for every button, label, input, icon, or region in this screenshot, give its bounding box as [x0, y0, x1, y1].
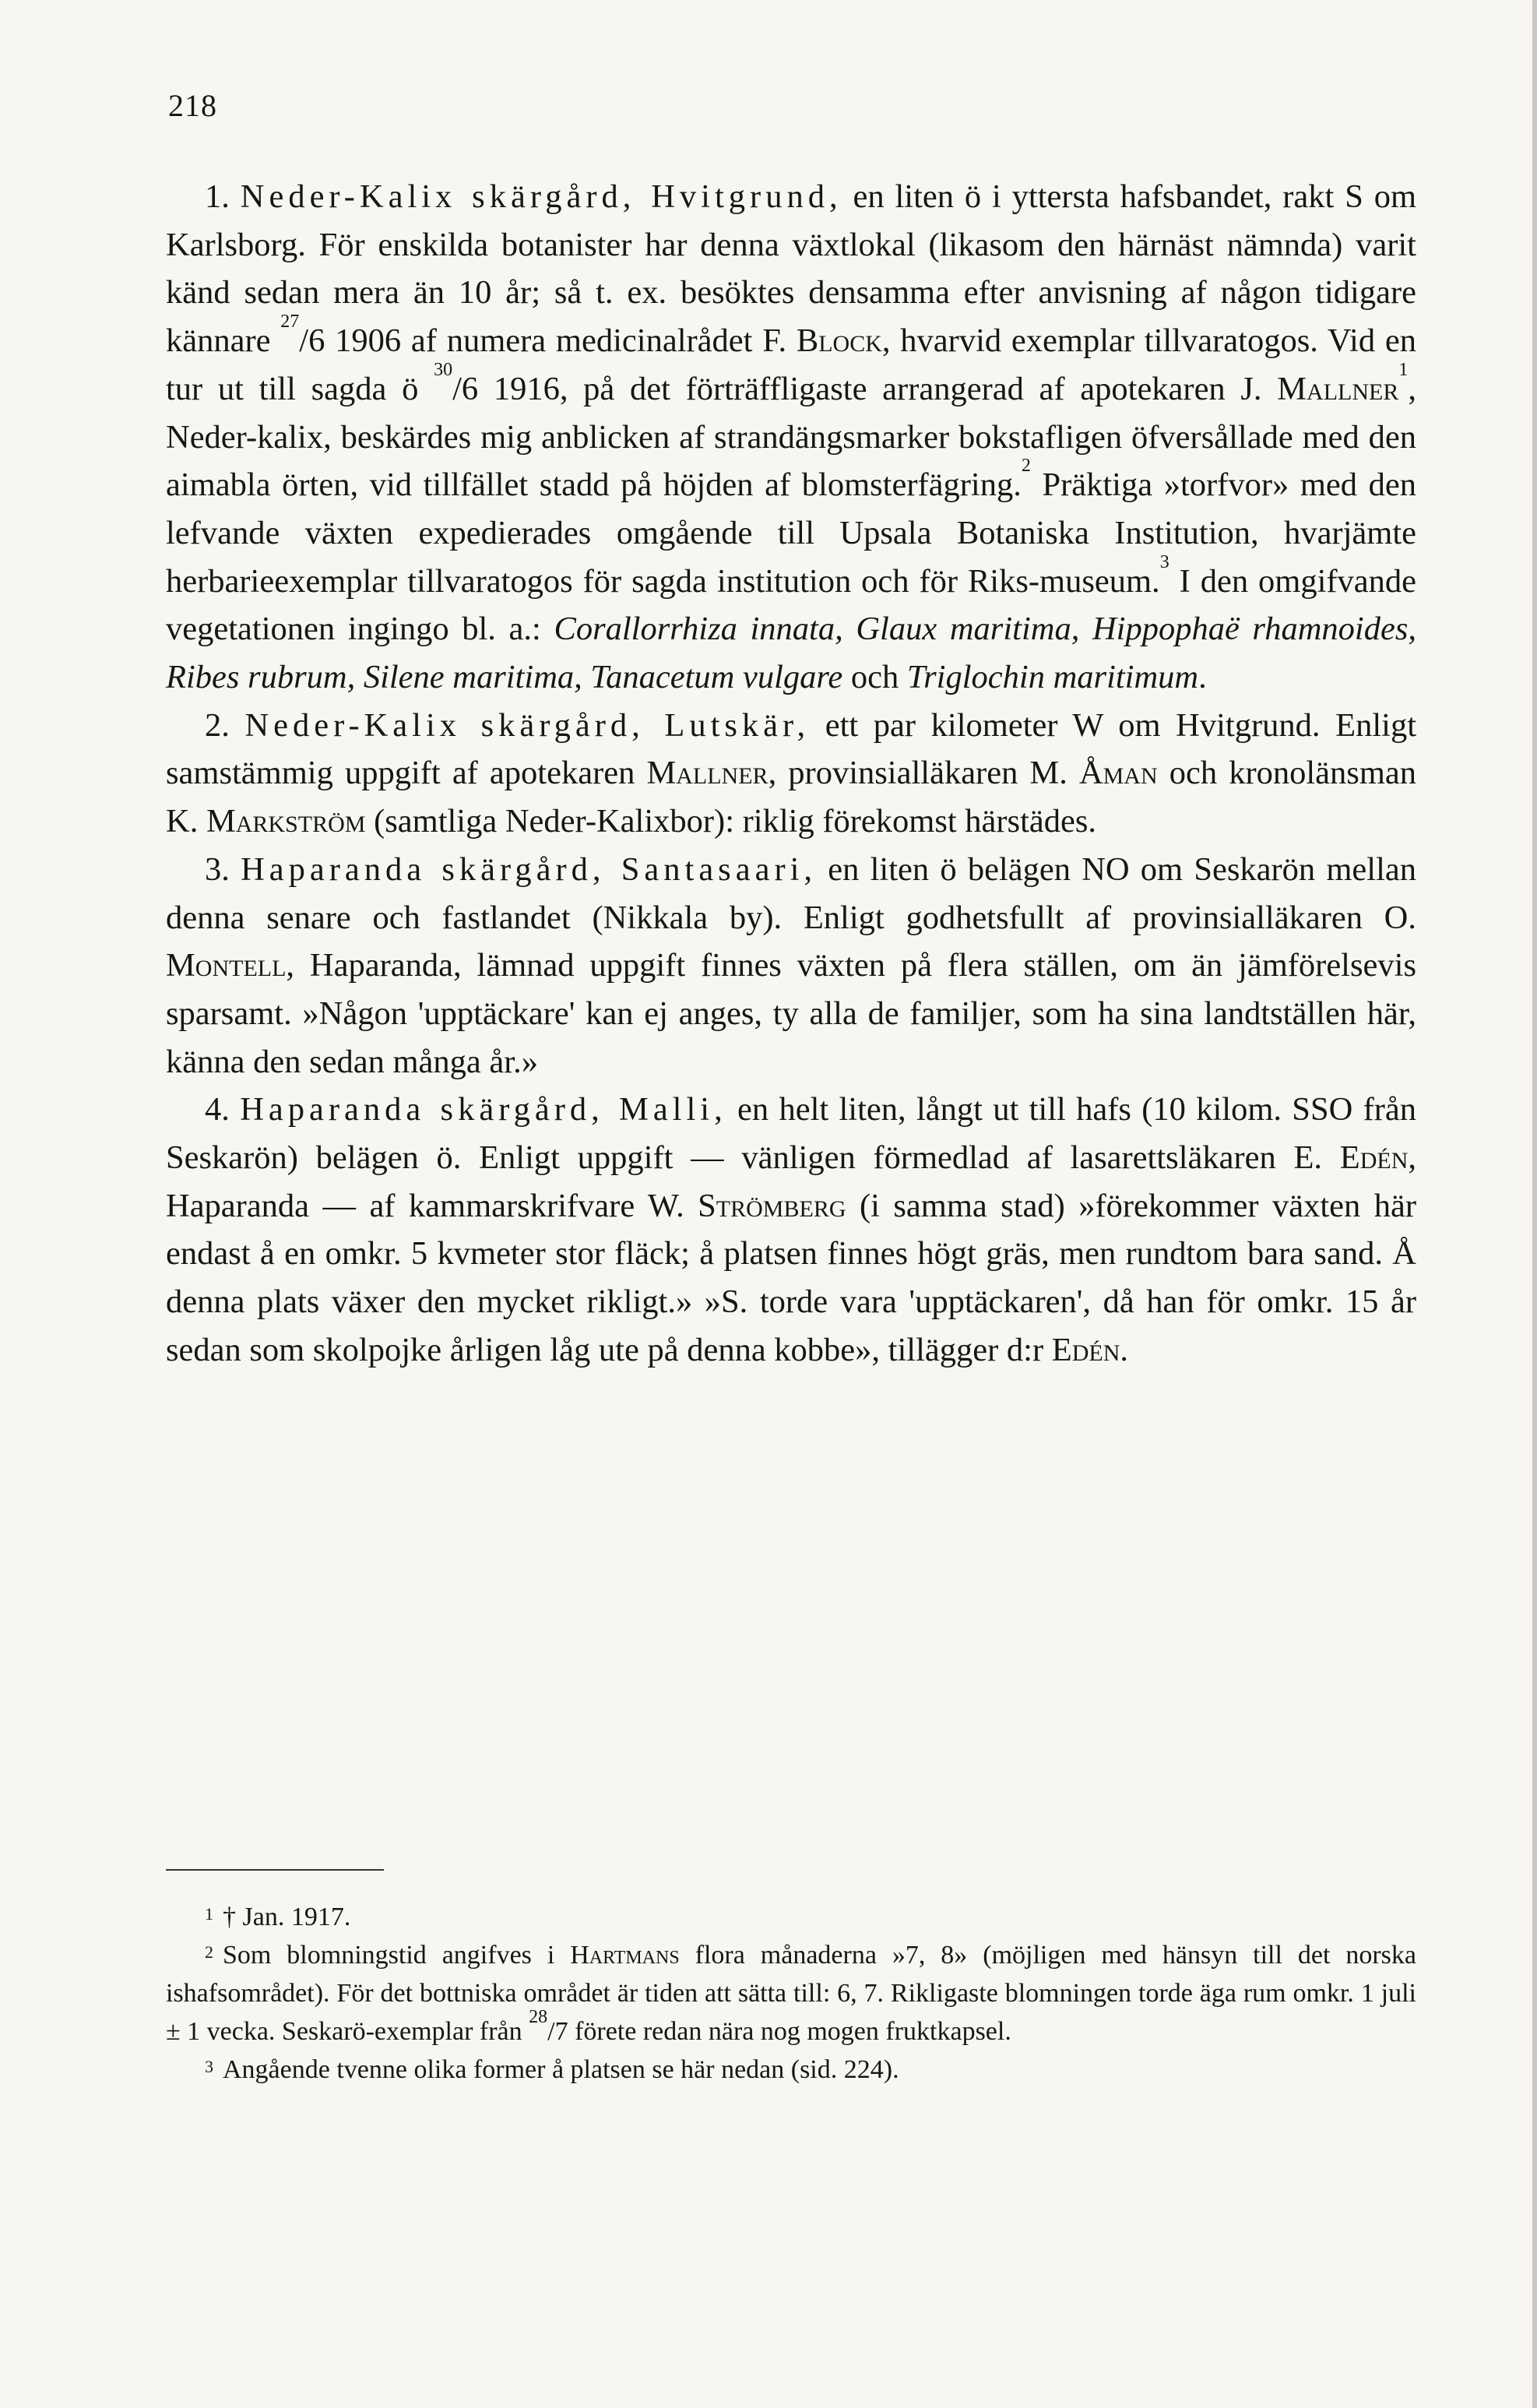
text: , Haparanda — af kammarskrifvare W.	[166, 1139, 1416, 1224]
date-month: /6	[452, 370, 479, 407]
text: och kronolänsman K.	[166, 755, 1416, 840]
page-number: 218	[168, 88, 217, 123]
text: (i samma stad) »förekommer växten här endast å en omkr. 5 kvmeter stor fläck; å platsen finnes högt gräs, men rundtom bara sand. Å denna plats växer den mycket rikligt.» »S. torde vara 'upptäckaren', då han för omkr. 15 år sedan som skolpojke årligen låg ute på denna kobbe», tillägger d:r	[166, 1187, 1417, 1368]
footnote-marker: 2	[205, 1942, 213, 1962]
locality-heading: Haparanda skärgård, Malli,	[240, 1091, 727, 1128]
text: en liten ö belägen NO om Seskarön mellan denna senare och fastlandet (Nikkala by). Enligt godhetsfullt af provinsialläkaren O.	[166, 850, 1416, 936]
footnote-ref: 3	[1159, 551, 1169, 572]
person-name: Mallner	[1277, 370, 1399, 407]
footnote-3	[166, 2051, 1416, 2089]
text: I den omgifvande vegetationen ingingo bl. a.:	[166, 562, 1417, 648]
person-name: Hartmans	[570, 1941, 680, 1970]
text: , provinsialläkaren M.	[768, 755, 1079, 792]
text: 1906 af numera medicinalrådet F.	[325, 322, 797, 360]
paragraph-1	[166, 173, 1416, 702]
text: .	[1120, 1331, 1128, 1368]
text: en liten ö i yttersta hafsbandet, rakt S om Karlsborg. För enskilda botanister har denna växtlokal (likasom den härnäst nämnda) varit känd sedan mera än 10 år; så t. ex. besöktes densamma efter anvisning af någon tidigare kännare	[166, 178, 1417, 360]
paragraph-4	[166, 1086, 1416, 1374]
item-number: 1.	[205, 178, 230, 215]
locality-heading: Neder-Kalix skärgård, Hvitgrund,	[240, 178, 842, 215]
text: , Neder-kalix, beskärdes mig anblicken af strandängsmarker bokstafligen öfversållade med den aimabla örten, vid tillfället stadd på höjden af blomsterfägring.	[166, 370, 1416, 504]
locality-heading: Neder-Kalix skärgård, Lutskär,	[244, 706, 811, 744]
person-name: Edén	[1051, 1331, 1120, 1368]
species-name: Triglochin maritimum	[906, 659, 1199, 696]
footnote-ref: 2	[1021, 456, 1031, 477]
date-month: /6	[299, 322, 325, 360]
text: , hvarvid exemplar tillvaratogos. Vid en tur ut till sagda ö	[166, 322, 1416, 407]
locality-heading: Haparanda skärgård, Santasaari,	[241, 850, 818, 888]
date-month: /7	[547, 2017, 568, 2046]
person-name: Mallner	[646, 755, 768, 792]
person-name: Montell	[166, 947, 287, 984]
text: 1916, på det förträffligaste arrangerad af apotekaren J.	[478, 370, 1278, 407]
page-edge	[1532, 0, 1537, 2408]
item-number: 4.	[205, 1091, 230, 1128]
text: .	[1198, 659, 1207, 696]
person-name: Strömberg	[698, 1187, 846, 1224]
item-number: 2.	[205, 706, 230, 744]
footnote-marker: 1	[205, 1904, 213, 1924]
footnote-marker: 3	[205, 2057, 213, 2076]
footnote-1	[166, 1898, 1416, 1936]
footnote-2	[166, 1936, 1416, 2051]
footnote-text: förete redan nära nog mogen fruktkapsel.	[568, 2017, 1011, 2046]
paragraph-2	[166, 702, 1416, 846]
text: ett par kilometer W om Hvitgrund. Enligt samstämmig uppgift af apotekaren	[166, 706, 1416, 792]
text: Präktiga »torfvor» med den lefvande växten expedierades omgående till Upsala Botaniska Institution, hvarjämte herbarieexemplar tillvaratogos för sagda institution och för Riks-museum.	[166, 466, 1416, 600]
item-number: 3.	[205, 850, 230, 888]
footnote-divider	[166, 1869, 384, 1871]
person-name: Edén	[1339, 1139, 1409, 1177]
text: en helt liten, långt ut till hafs (10 kilom. SSO från Seskarön) belägen ö. Enligt uppgift — vänligen förmedlad af lasarettsläkaren E.	[166, 1091, 1417, 1177]
species-list: Corallorrhiza innata, Glaux maritima, Hippophaë rhamnoides, Ribes rubrum, Silene maritima, Tanacetum vulgare	[166, 611, 1416, 696]
date-day: 28	[529, 2007, 548, 2027]
person-name: Block	[796, 322, 882, 360]
text: , Haparanda, lämnad uppgift finnes växten på flera ställen, om än jämförelsevis sparsamt. »Någon 'upptäckare' kan ej anges, ty alla de familjer, som ha sina landtställen här, känna den sedan många år.»	[166, 947, 1416, 1080]
footnote-text: Som blomningstid angifves i	[223, 1941, 571, 1970]
footnote-ref: 1	[1398, 359, 1409, 380]
footnote-text: flora månaderna »7, 8» (möjligen med hänsyn till det norska ishafsområdet). För det bottniska området är tiden att sätta till: 6, 7. Rikligaste blomningen torde äga rum omkr. 1 juli ± 1 vecka. Seskarö-exemplar från	[166, 1941, 1416, 2046]
footnotes	[166, 1898, 1416, 2089]
footnote-text: † Jan. 1917.	[223, 1903, 351, 1931]
footnote-text: Angående tvenne olika former å platsen se här nedan (sid. 224).	[223, 2055, 899, 2084]
date-day: 27	[280, 312, 300, 333]
paragraph-3	[166, 846, 1416, 1086]
person-name: Åman	[1078, 755, 1158, 792]
date-day: 30	[434, 359, 453, 380]
text: (samtliga Neder-Kalixbor): riklig förekomst härstädes.	[365, 803, 1097, 840]
body-text	[166, 173, 1416, 1375]
person-name: Markström	[206, 803, 366, 840]
text: och	[842, 659, 907, 696]
